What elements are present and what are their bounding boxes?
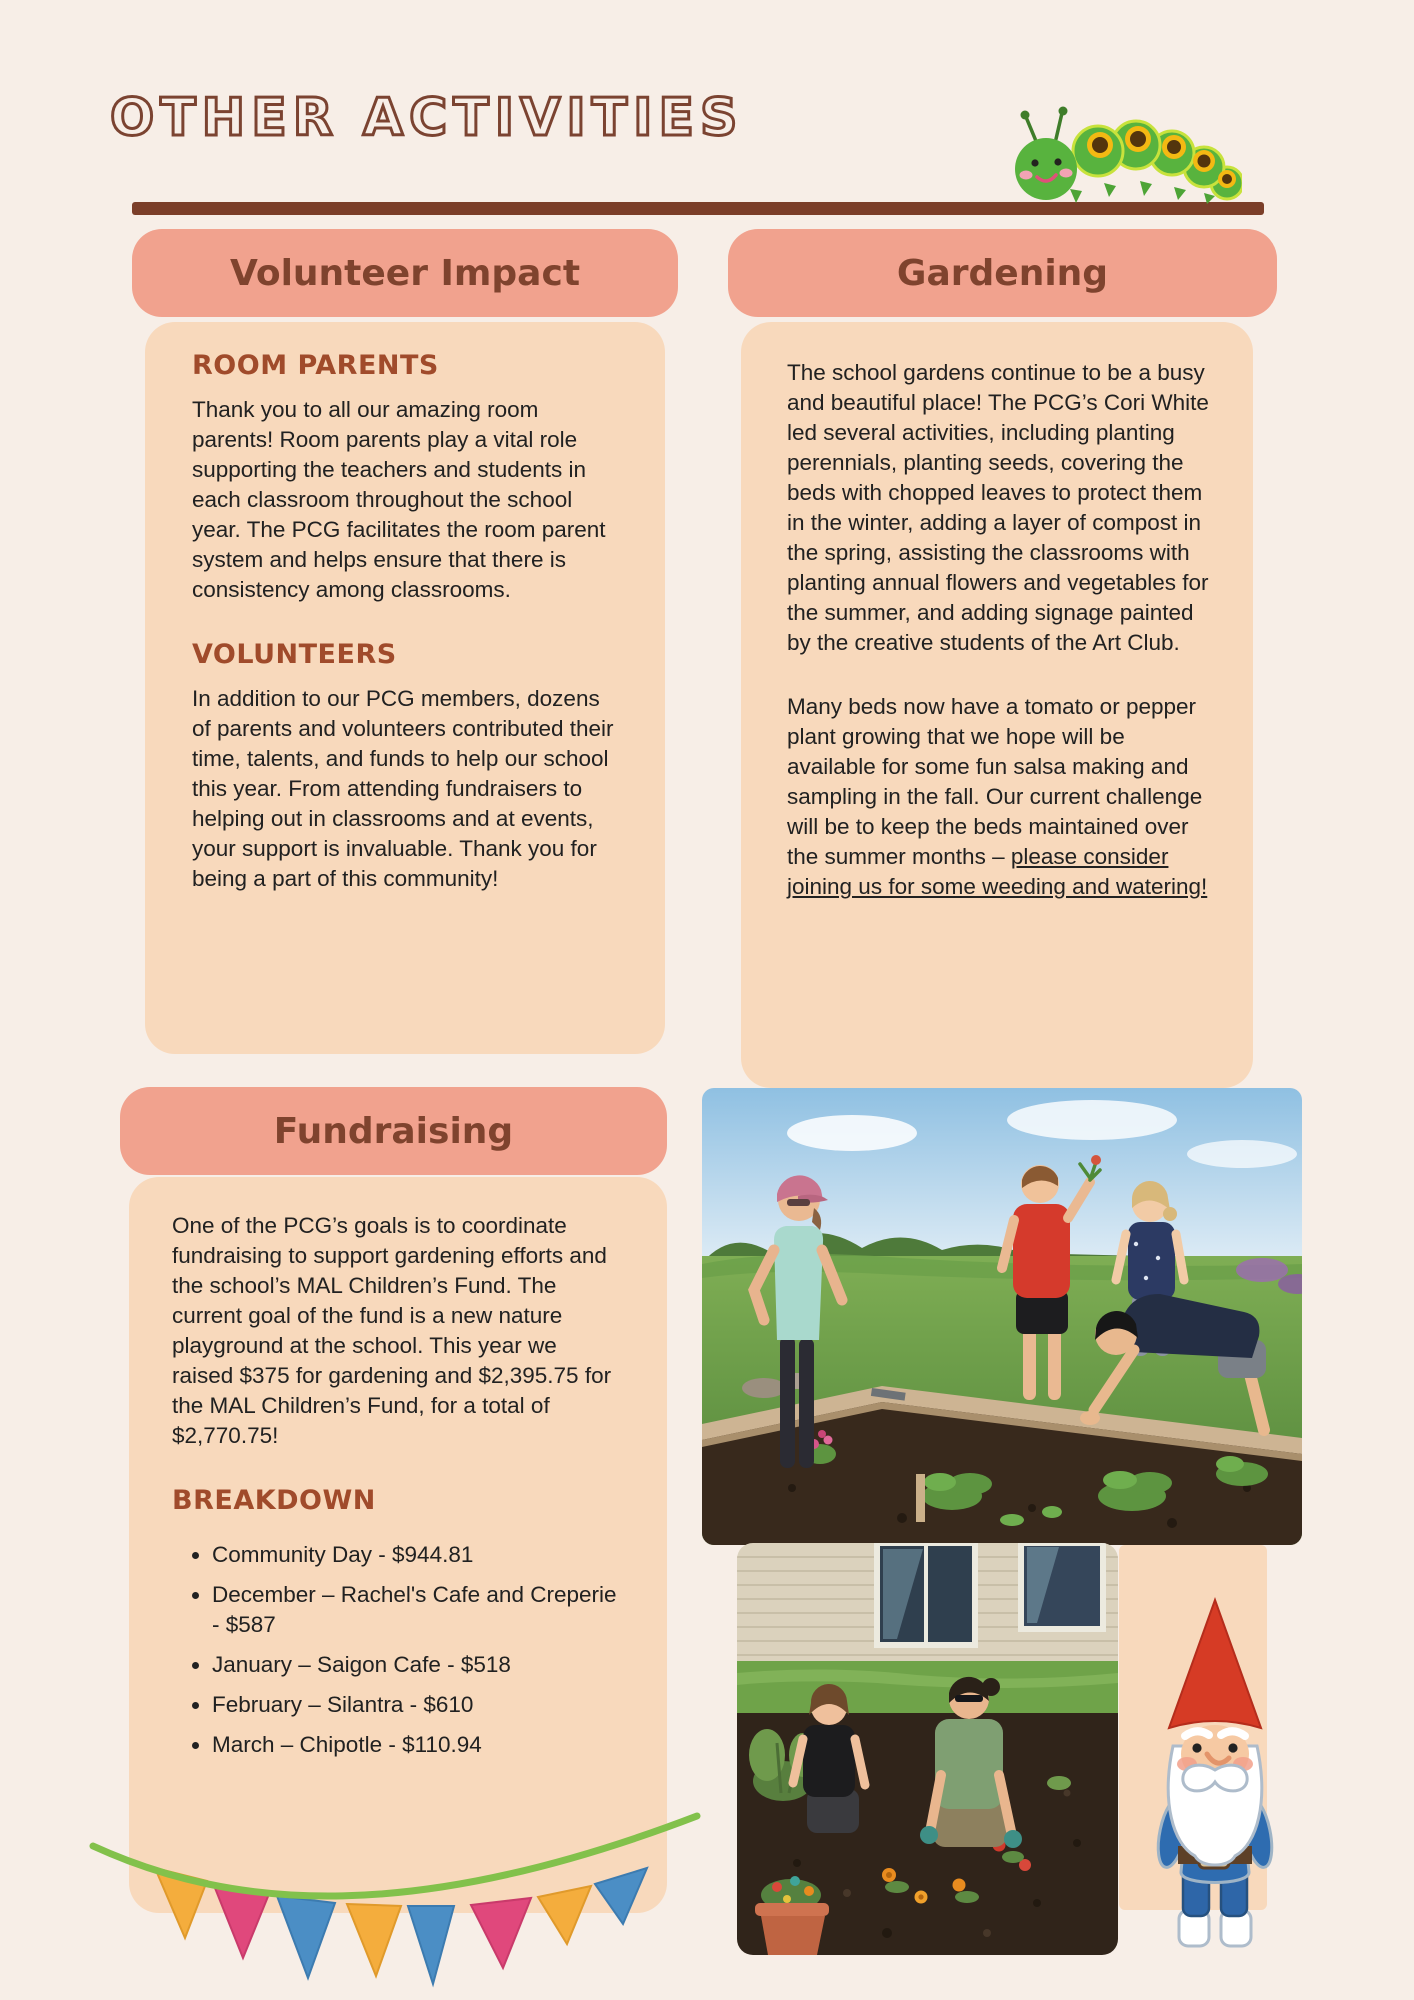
volunteers-paragraph: In addition to our PCG members, dozens of parents and volunteers contributed their time, talents, and funds to help our school this year. From attending fundraisers to helping out in classrooms and at events, your support is invaluable. Thank you for being a part of this community! [192,686,614,891]
bunting-flags-icon [85,1806,710,1998]
list-item: • March – Chipotle - $110.94 [212,1730,623,1760]
gardening-paragraph-2-lead: Many beds now have a tomato or pepper plant growing that we hope will be available for some fun salsa making and sampling in the fall. Our current challenge will be to keep the beds maintained over the summer months – [787,694,1203,869]
room-parents-paragraph: Thank you to all our amazing room parents! Room parents play a vital role supporting the teachers and students in each classroom throughout the school year. The PCG facilitates the room parent system and helps ensure that there is consistency among classrooms. [192,397,606,602]
breakdown-list [172,1540,623,1760]
gardening-paragraph-2 [787,692,1213,902]
gardening-title: Gardening [896,252,1109,294]
gardening-header [728,229,1277,317]
page-title: OTHER ACTIVITIES [110,88,744,148]
volunteer-impact-title: Volunteer Impact [229,252,581,294]
gardening-card [741,322,1253,1088]
list-item: • February – Silantra - $610 [212,1690,623,1720]
fundraising-title: Fundraising [273,1110,514,1152]
list-item: • Community Day - $944.81 [212,1540,623,1570]
fundraising-paragraph: One of the PCG’s goals is to coordinate fundraising to support gardening efforts and the school’s MAL Children’s Fund. The current goal of the fund is a new nature playground at the school. This year we raised $375 for gardening and $2,395.75 for the MAL Children’s Fund, for a total of $2,770.75! [172,1213,612,1448]
gnome-icon [1136,1596,1294,1952]
volunteer-impact-card [145,322,665,1054]
list-item: • January – Saigon Cafe - $518 [212,1650,623,1680]
breakdown-heading: BREAKDOWN [172,1485,376,1516]
gardening-paragraph-1: The school gardens continue to be a busy and beautiful place! The PCG’s Cori White led several activities, including planting perennials, planting seeds, covering the beds with chopped leaves to protect them in the winter, adding a layer of compost in the spring, assisting the classrooms with planting annual flowers and vegetables for the summer, and adding signage painted by the creative students of the Art Club. [787,360,1209,655]
gardening-join-link[interactable]: please consider joining us for some weeding and watering! [787,844,1208,899]
volunteer-impact-header [132,229,678,317]
volunteers-heading: VOLUNTEERS [192,639,397,670]
fundraising-header [120,1087,667,1175]
room-parents-heading: ROOM PARENTS [192,350,439,381]
list-item: • December – Rachel's Cafe and Creperie - $587 [212,1580,623,1640]
photo-garden-beds-kids [702,1088,1302,1545]
fundraising-card [129,1177,667,1913]
caterpillar-icon [1008,103,1242,205]
photo-planting-building [737,1543,1118,1955]
